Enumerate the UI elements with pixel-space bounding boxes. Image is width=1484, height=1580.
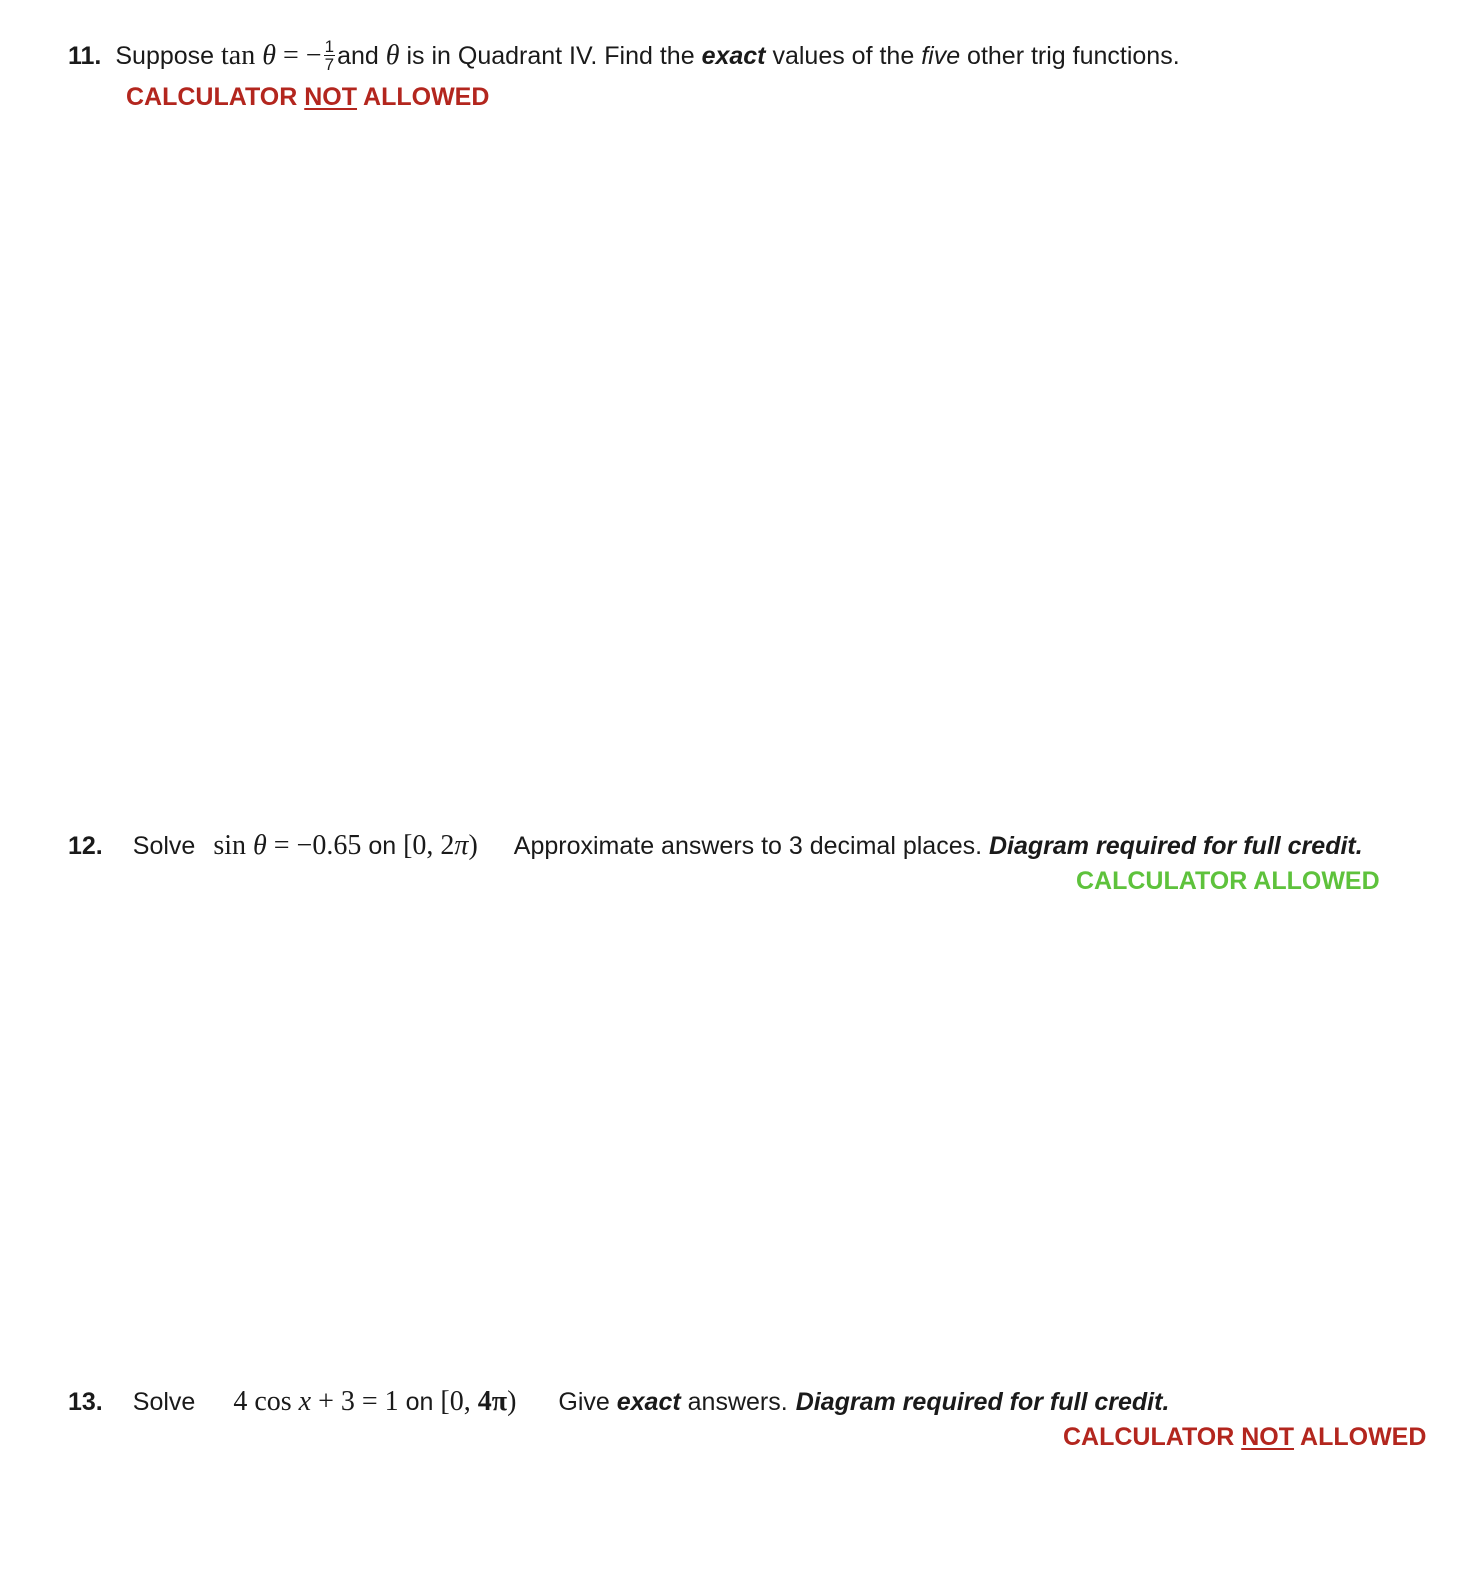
interval: [0, 2π) (403, 830, 478, 861)
tan-expression: tan θ = − (221, 40, 322, 72)
five-emphasis: five (921, 42, 961, 71)
question-11: 11. Suppose tan θ = − $\frac{1}{7}$ and θ is in Quadrant IV. Find the exact values of the five other trig functions. (68, 37, 1180, 74)
calculator-allowed-notice: CALCULATOR ALLOWED (1076, 867, 1380, 895)
calculator-not-allowed-notice: CALCULATOR NOT ALLOWED (126, 83, 490, 111)
solve-label: Solve (132, 832, 196, 860)
fraction-one-seventh: $\frac{1}{7}$ (324, 37, 335, 74)
equation: sin θ = −0.65 (213, 830, 362, 861)
question-13: 13. Solve 4 cos x + 3 = 1 on [0, 4π) Give exact answers. Diagram required for full credit. (68, 1386, 1170, 1417)
question-number: 11. (68, 42, 102, 71)
exact-emphasis: exact (616, 1388, 681, 1416)
solve-label: Solve (132, 1388, 196, 1416)
diagram-requirement: Diagram required for full credit. (795, 1388, 1170, 1416)
theta-symbol: θ (385, 40, 400, 72)
instructions: Approximate answers to 3 decimal places. (513, 832, 983, 860)
exact-emphasis: exact (701, 42, 766, 71)
diagram-requirement: Diagram required for full credit. (989, 832, 1363, 860)
equation: 4 cos x + 3 = 1 (233, 1386, 399, 1417)
calculator-not-allowed-notice: CALCULATOR NOT ALLOWED (1063, 1423, 1427, 1451)
question-number: 12. (68, 832, 103, 860)
question-number: 13. (68, 1388, 103, 1416)
interval: [0, 4π) (440, 1386, 517, 1417)
question-text: Suppose (115, 42, 215, 71)
question-12: 12. Solve sin θ = −0.65 on [0, 2π) Approximate answers to 3 decimal places. Diagram required for full credit. (68, 830, 1363, 861)
